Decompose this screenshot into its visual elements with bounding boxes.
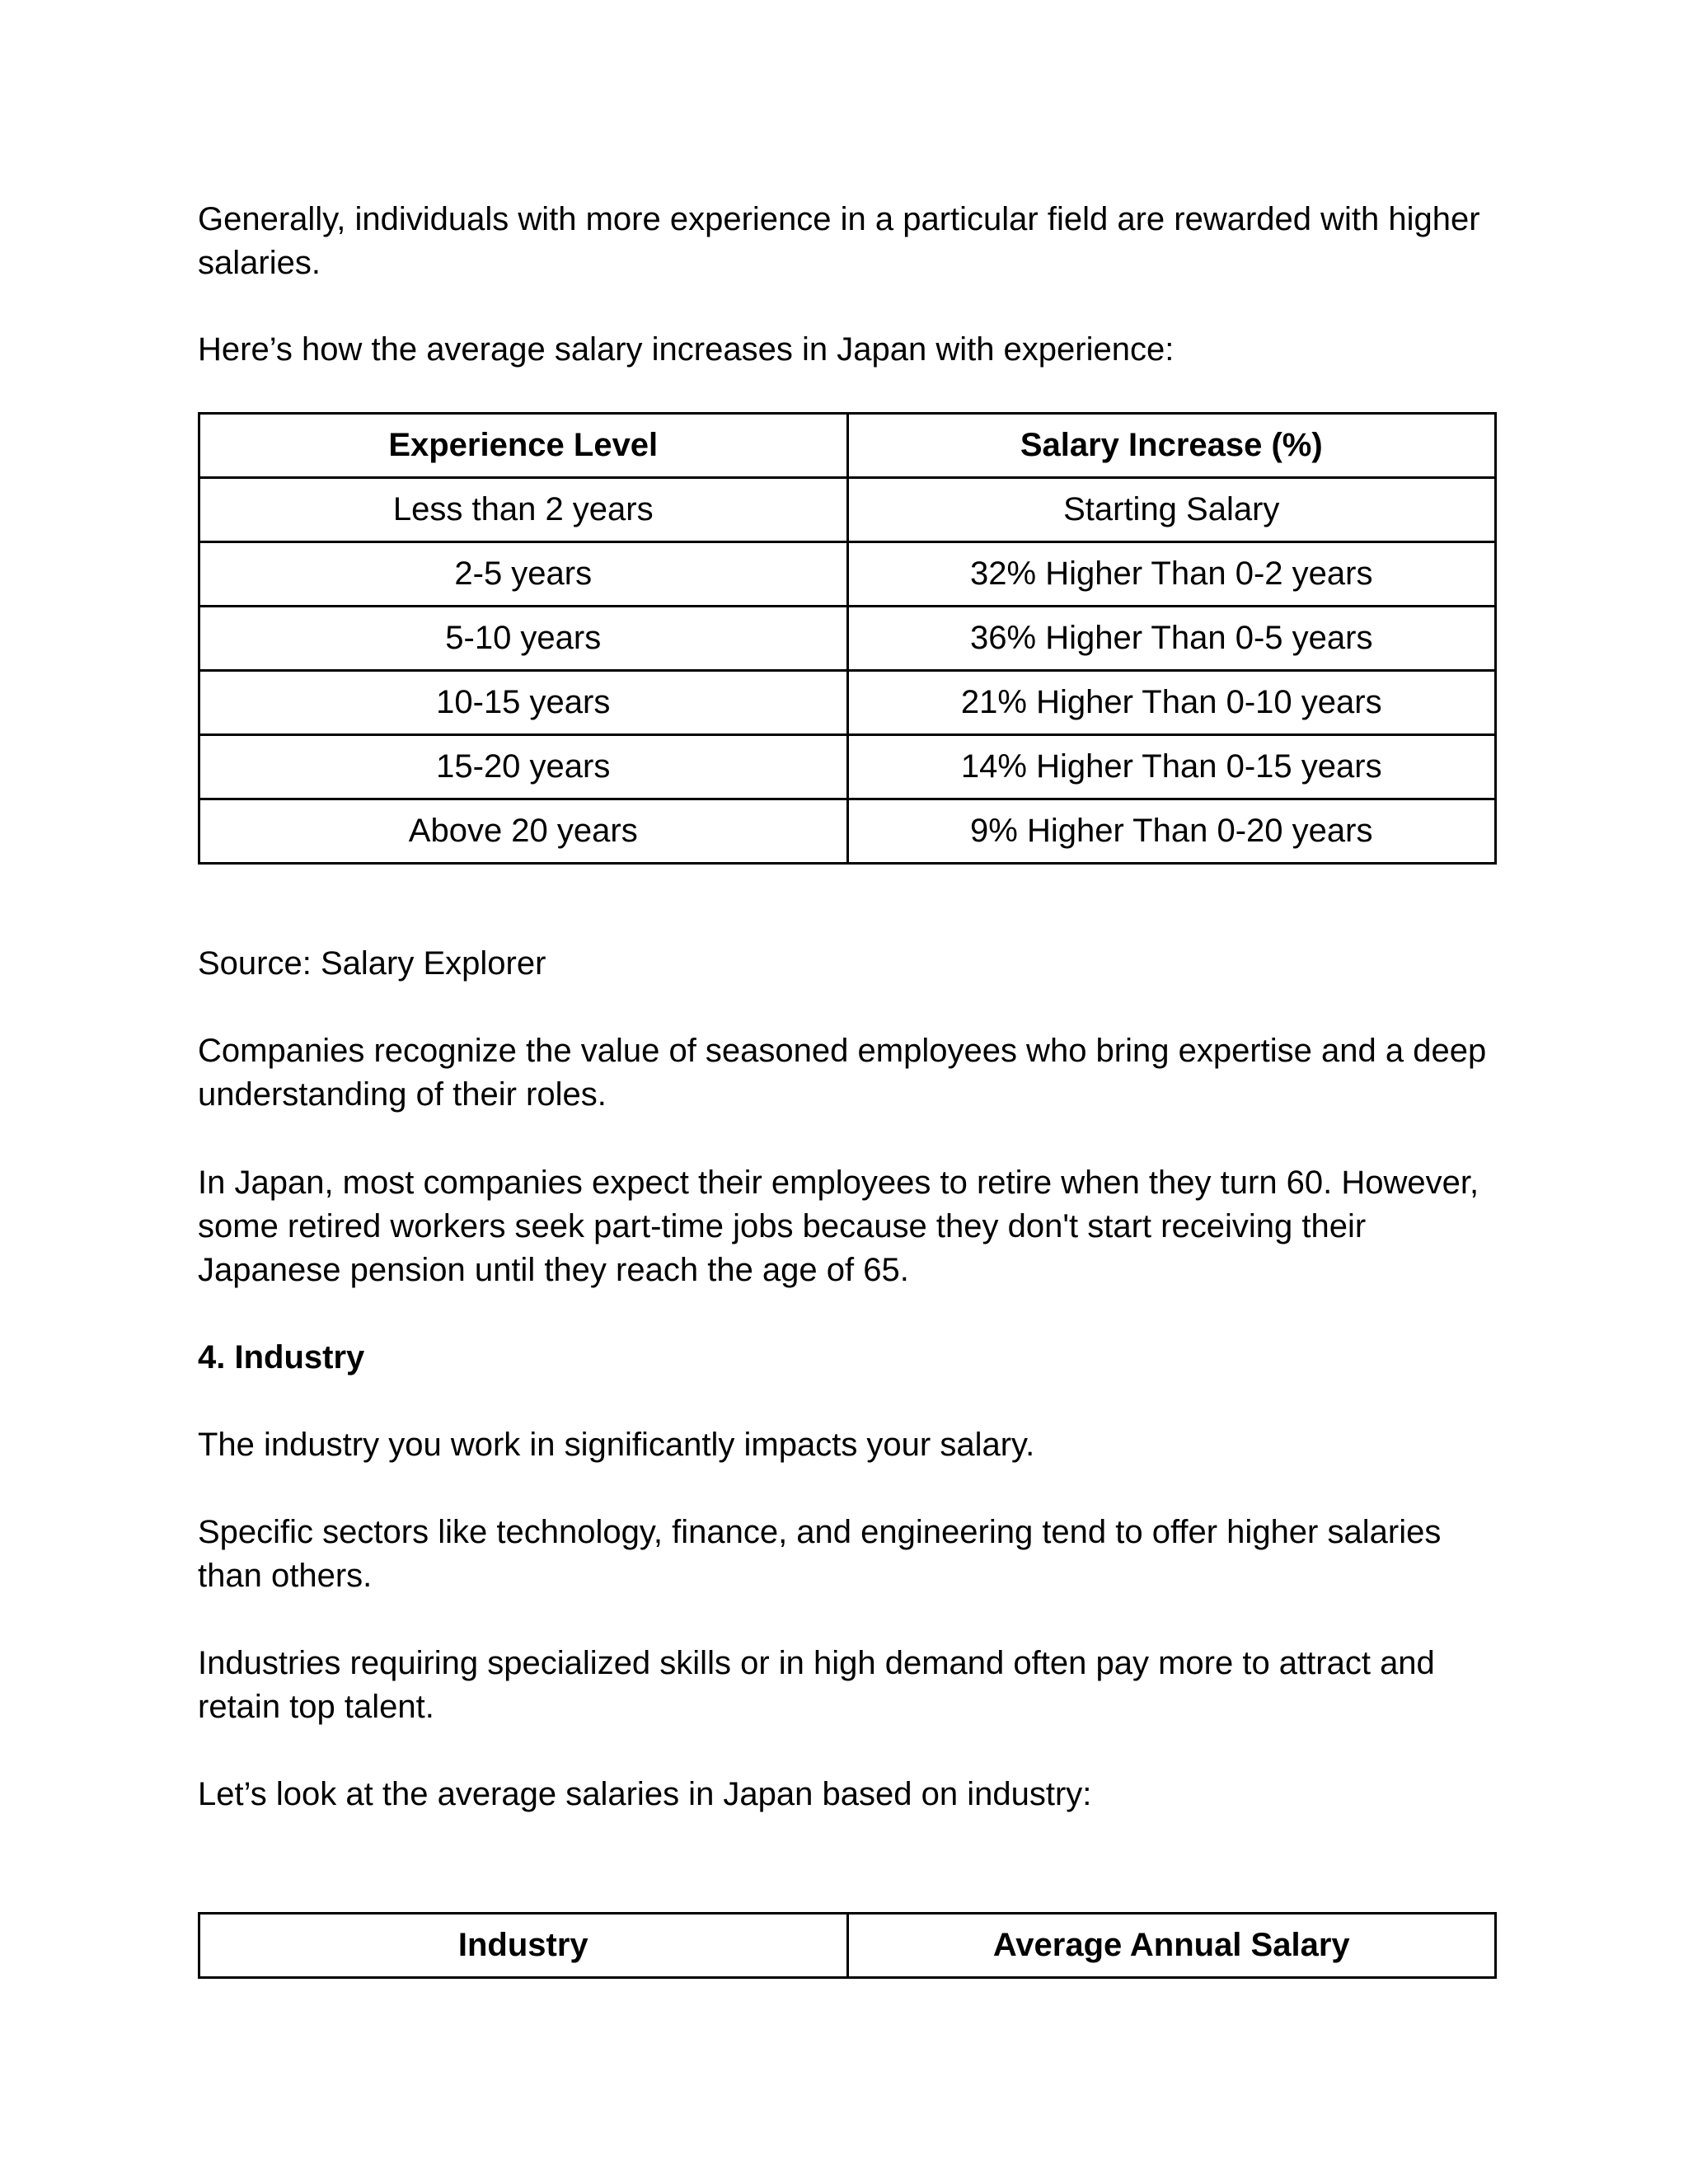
table-cell: Less than 2 years bbox=[199, 478, 848, 542]
table-cell: 2-5 years bbox=[199, 542, 848, 607]
table-cell: 14% Higher Than 0-15 years bbox=[847, 735, 1496, 799]
source-note: Source: Salary Explorer bbox=[198, 945, 546, 982]
paragraph-seasoned-employees: Companies recognize the value of seasoned employees who bring expertise and a deep understanding of their roles. bbox=[198, 1033, 1487, 1113]
table-row bbox=[199, 671, 1496, 735]
table-row bbox=[199, 478, 1496, 542]
paragraph-table-lead: Here’s how the average salary increases in Japan with experience: bbox=[198, 331, 1175, 368]
column-header-experience-level: Experience Level bbox=[199, 414, 848, 478]
column-header-average-annual-salary: Average Annual Salary bbox=[847, 1914, 1496, 1978]
table-row bbox=[199, 542, 1496, 607]
paragraph-specialized-skills: Industries requiring specialized skills or in high demand often pay more to attract and retain top talent. bbox=[198, 1645, 1435, 1725]
paragraph-industry-impact: The industry you work in significantly impacts your salary. bbox=[198, 1427, 1035, 1463]
table-cell: 5-10 years bbox=[199, 607, 848, 671]
column-header-industry: Industry bbox=[199, 1914, 848, 1978]
table-row bbox=[199, 607, 1496, 671]
table-row bbox=[199, 735, 1496, 799]
table-header-row bbox=[199, 1914, 1496, 1978]
experience-salary-table bbox=[198, 412, 1497, 865]
table-cell: 36% Higher Than 0-5 years bbox=[847, 607, 1496, 671]
table-cell: 21% Higher Than 0-10 years bbox=[847, 671, 1496, 735]
paragraph-specific-sectors: Specific sectors like technology, finance, and engineering tend to offer higher salaries than others. bbox=[198, 1514, 1442, 1594]
paragraph-retirement: In Japan, most companies expect their employees to retire when they turn 60. However, some retired workers seek part-time jobs because they don't start receiving their Japanese pension until they reach the age of 65. bbox=[198, 1165, 1479, 1288]
table-row bbox=[199, 799, 1496, 864]
paragraph-industry-table-lead: Let’s look at the average salaries in Japan based on industry: bbox=[198, 1776, 1092, 1812]
table-cell: 15-20 years bbox=[199, 735, 848, 799]
table-header-row bbox=[199, 414, 1496, 478]
industry-salary-table bbox=[198, 1912, 1497, 1979]
table-cell: Starting Salary bbox=[847, 478, 1496, 542]
table-cell: 9% Higher Than 0-20 years bbox=[847, 799, 1496, 864]
table-cell: 10-15 years bbox=[199, 671, 848, 735]
column-header-salary-increase: Salary Increase (%) bbox=[847, 414, 1496, 478]
table-cell: Above 20 years bbox=[199, 799, 848, 864]
table-cell: 32% Higher Than 0-2 years bbox=[847, 542, 1496, 607]
section-heading-industry: 4. Industry bbox=[198, 1339, 365, 1376]
paragraph-experience-intro: Generally, individuals with more experience in a particular field are rewarded with higher salaries. bbox=[198, 201, 1480, 281]
